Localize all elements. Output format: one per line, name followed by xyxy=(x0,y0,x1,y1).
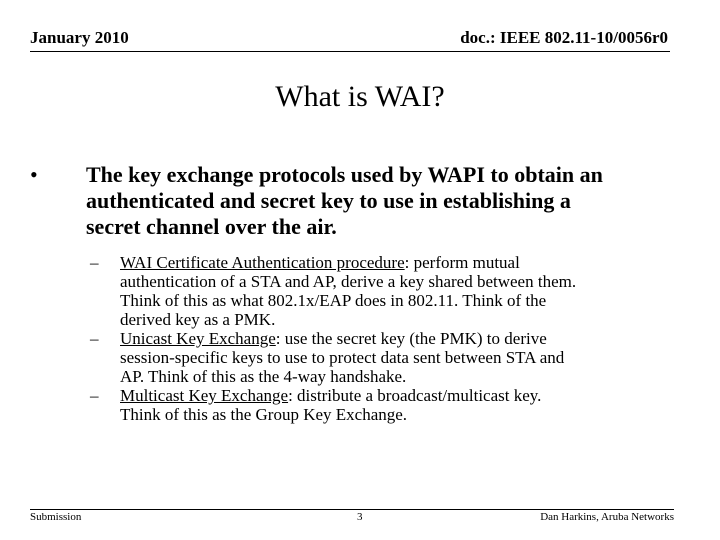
footer-author: Dan Harkins, Aruba Networks xyxy=(540,511,674,523)
term-wai-certificate: WAI Certificate Authentication procedure xyxy=(120,253,405,272)
page-number: 3 xyxy=(357,511,363,523)
footer-divider xyxy=(30,509,674,510)
sub-bullet-list xyxy=(90,253,690,424)
main-bullet xyxy=(30,162,670,240)
slide-title: What is WAI? xyxy=(275,80,445,113)
sub-item-unicast xyxy=(90,329,690,386)
sub-item-multicast xyxy=(90,386,690,424)
bullet-marker: • xyxy=(30,162,38,187)
header-date: January 2010 xyxy=(30,28,129,47)
term-unicast: Unicast Key Exchange xyxy=(120,329,276,348)
bullet-text: The key exchange protocols used by WAPI to obtain an authenticated and secret key to use in establishing a secret channel over the air. xyxy=(86,162,603,239)
header-doc-id: doc.: IEEE 802.11-10/0056r0 xyxy=(460,28,668,47)
footer-submission: Submission xyxy=(30,511,82,523)
sub-item-wai-certificate xyxy=(90,253,690,329)
dash-marker: – xyxy=(90,253,99,272)
term-multicast: Multicast Key Exchange xyxy=(120,386,289,405)
sub-item-text: : distribute a broadcast/multicast key. Think of this as the Group Key Exchange. xyxy=(120,386,542,424)
dash-marker: – xyxy=(90,329,99,348)
dash-marker: – xyxy=(90,386,99,405)
sub-item-text: : perform mutual authentication of a STA and AP, derive a key shared between them. Think of this as what 802.1x/EAP does in 802.11. Think of the derived key as a PMK. xyxy=(120,253,577,329)
header-divider xyxy=(30,51,670,52)
sub-item-text: : use the secret key (the PMK) to derive session-specific keys to use to protect data sent between STA and AP. Think of this as the 4-way handshake. xyxy=(120,329,565,386)
